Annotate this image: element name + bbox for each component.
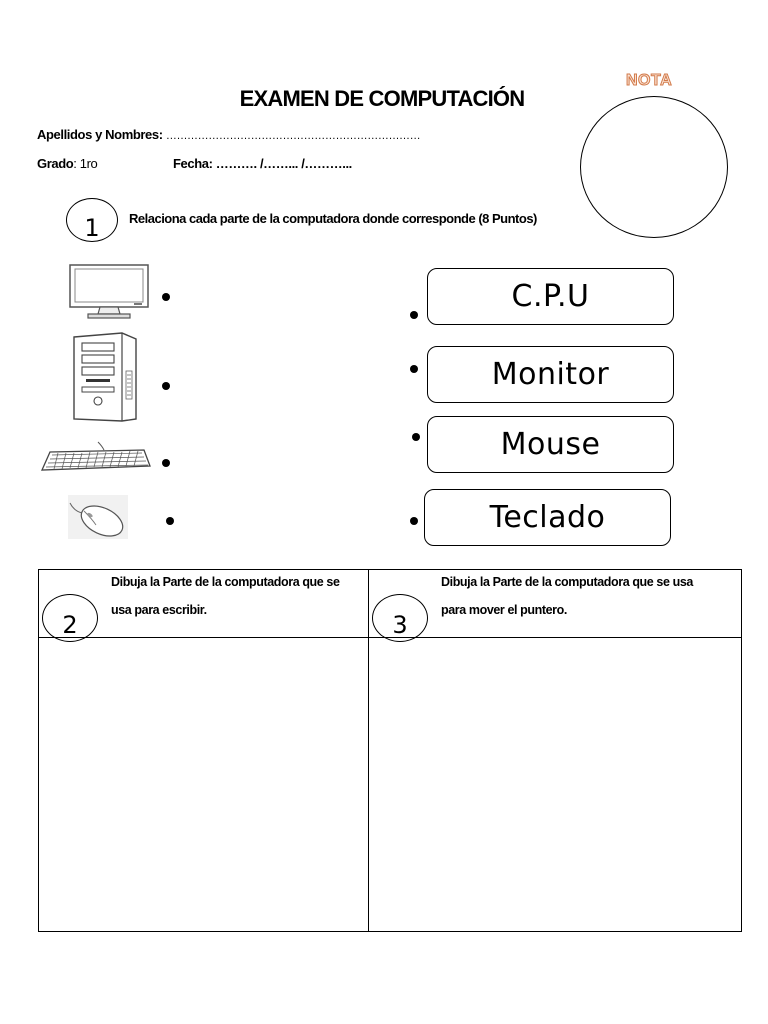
date-dotted-line: ………. /……... /………... [215,156,352,171]
keyboard-icon [40,440,152,476]
name-dotted-line: ……………………………………………………………… [165,130,421,142]
mouse-icon [68,495,128,539]
question-2-drawing-area[interactable] [39,638,369,932]
match-dot-left-4[interactable] [166,517,174,525]
word-box-mouse: Mouse [427,416,674,473]
nota-label: NOTA [626,72,673,89]
keyboard-picture [40,440,152,476]
cpu-picture [70,331,142,423]
name-field[interactable] [37,127,420,142]
question-3-line-1: Dibuja la Parte de la computadora que se usa [441,575,693,589]
match-dot-left-2[interactable] [162,382,170,390]
word-box-cpu: C.P.U [427,268,674,325]
word-box-teclado: Teclado [424,489,671,546]
grade-value: 1ro [79,156,98,171]
mouse-picture [68,495,128,539]
question-3-instruction [441,568,693,624]
drawing-table [38,569,742,932]
match-dot-left-3[interactable] [162,459,170,467]
question-2-header [39,570,369,638]
name-label: Apellidos y Nombres: [37,127,163,142]
grade-label: Grado [37,156,74,171]
grade-circle [580,96,728,238]
question-3-number: 3 [372,594,428,642]
match-dot-right-1[interactable] [410,311,418,319]
question-2-instruction [111,568,340,624]
question-1-instruction: Relaciona cada parte de la computadora donde corresponde (8 Puntos) [129,211,537,226]
cpu-tower-icon [70,331,142,423]
date-label: Fecha: [173,156,213,171]
grade-separator: : [73,156,77,171]
grade-field[interactable] [37,156,97,171]
match-dot-right-3[interactable] [412,433,420,441]
question-3-line-2: para mover el puntero. [441,603,567,617]
date-field[interactable] [173,156,352,171]
match-dot-right-4[interactable] [410,517,418,525]
match-dot-left-1[interactable] [162,293,170,301]
monitor-icon [68,263,150,321]
exam-title: EXAMEN DE COMPUTACIÓN [239,86,525,111]
question-3-drawing-area[interactable] [369,638,742,932]
question-2-line-2: usa para escribir. [111,603,207,617]
question-3-header [369,570,742,638]
match-dot-right-2[interactable] [410,365,418,373]
question-2-line-1: Dibuja la Parte de la computadora que se [111,575,340,589]
word-box-monitor: Monitor [427,346,674,403]
question-1-number: 1 [66,198,118,242]
monitor-picture [68,263,150,321]
question-2-number: 2 [42,594,98,642]
